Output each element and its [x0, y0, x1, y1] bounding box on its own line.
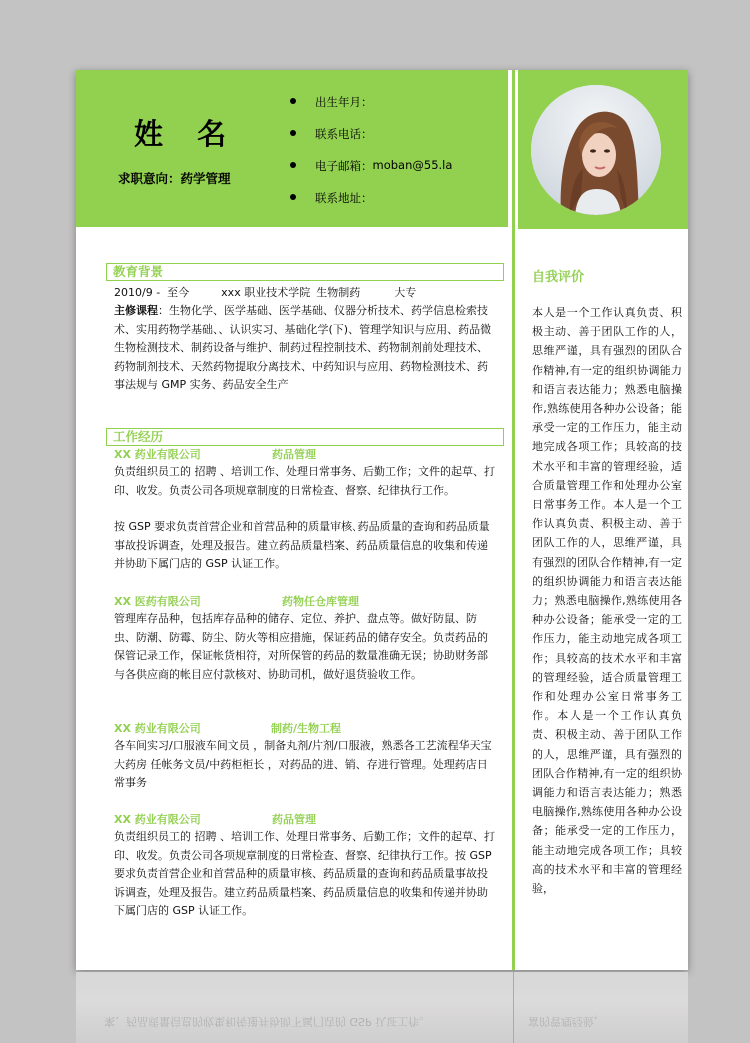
reflection-divider — [513, 972, 514, 1043]
job-description: 管理库存品种，包括库存品种的储存、定位、养护、盘点等。做好防鼠、防虫、防潮、防霉、防尘、防火等相应措施，保证药品的储存安全。负责药品的保管记录工作，保证帐货相符，对所保管的药品的数量准确无误；协助财务部与各供应商的帐目应付款核对、协助司机，做好退货验收工作。 — [114, 612, 488, 681]
contact-label: 出生年月： — [315, 95, 373, 109]
job-intent-label: 求职意向： — [118, 171, 181, 186]
self-eval-text: 本人是一个工作认真负责、积极主动、善于团队工作的人，思维严谨，具有强烈的团队合作精神,有一定的组织协调能力和语言表达能力；熟悉电脑操作,熟练使用各种办公设备；能承受一定的工作压力，能主动地完成各项工作；具较高的技术水平和丰富的管理经验，适合质量管理工作和处理办公室日常事务工作。本人是一个工作认真负责、积极主动、善于团队工作的人，思维严谨，具有强烈的团队合作精神,有一定的组织协调能力和语言表达能力；熟悉电脑操作,熟练使用各种办公设备；能承受一定的工作压力，能主动地完成各项工作；具较高的技术水平和丰富的管理经验，适合质量管理工作和处理办公室日常事务工作。本人是一个工作认真负责、积极主动、善于团队工作的人，思维严谨，具有强烈的团队合作精神,有一定的组织协调能力和语言表达能力；熟悉电脑操作,熟练使用各种办公设备；能承受一定的工作压力，能主动地完成各项工作；具较高的技术水平和丰富的管理经验， — [532, 306, 682, 896]
reflection-text-left: 案、药品质量信息的收集和传递并协助下属门店的 GSP 认证工作。 — [104, 1015, 431, 1028]
job-role: 制药/生物工程 — [271, 722, 342, 735]
reflection-text-right: 富的管理经验， — [528, 1015, 605, 1028]
job-intent — [118, 169, 231, 187]
portrait-image-icon — [531, 85, 661, 215]
contact-birth — [288, 94, 452, 126]
self-eval-title: 自我评价 — [532, 270, 585, 285]
job-role: 药物任仓库管理 — [282, 595, 359, 608]
candidate-name: 姓 名 — [134, 117, 239, 151]
edu-degree: 大专 — [394, 286, 417, 299]
contact-address — [288, 190, 452, 222]
contact-label: 联系地址： — [315, 191, 373, 205]
job-description: 负责组织员工的 招聘 、培训工作、处理日常事务、后勤工作；文件的起草、打印、收发。负责公司各项规章制度的日常检查、督察、纪律执行工作。按 GSP 要求负责首营企业和首营品种的质量审核、药品质量的查询和药品质量事故投诉调查，处理及报告。建立药品质量档案、药品质量信息的收集和传递并协助下属门店的 GSP 认证工作。 — [114, 830, 495, 917]
bullet-icon — [290, 98, 296, 104]
contact-phone — [288, 126, 452, 158]
contact-list — [288, 94, 452, 222]
job-company: XX 药业有限公司 — [114, 448, 201, 461]
job-company: XX 药业有限公司 — [114, 813, 201, 826]
job-intent-value: 药学管理 — [180, 171, 231, 186]
job-company: XX 医药有限公司 — [114, 595, 201, 608]
profile-photo — [531, 85, 661, 215]
job-description-2: 按 GSP 要求负责首营企业和首营品种的质量审核､药品质量的查询和药品质量事故投诉调查，处理及报告。建立药品质量档案、药品质量信息的收集和传递并协助下属门店的 GSP 认证工作。 — [114, 520, 490, 570]
edu-school: xxx 职业技术学院 — [221, 286, 311, 299]
bullet-icon — [290, 130, 296, 136]
job-description: 负责组织员工的 招聘 、培训工作、处理日常事务、后勤工作；文件的起草、打印、收发。负责公司各项规章制度的日常检查、督察、纪律执行工作。 — [114, 465, 495, 497]
job-role: 药品管理 — [272, 813, 316, 826]
job-role: 药品管理 — [272, 448, 316, 461]
education-row — [114, 284, 416, 300]
bullet-icon — [290, 162, 296, 168]
edu-major: 生物制药 — [316, 286, 361, 299]
courses-text: ：生物化学、医学基础、医学基础、仪器分析技术、药学信息检索技术、实用药物学基础、、认识实习、基础化学(下)、管理学知识与应用、药品微生物检测技术、制药设备与维护、制药过程控制技术、药物制剂前处理技术、药物制剂技术、天然药物提取分离技术、中药知识与应用、药物检测技术、药事法规与 GMP 实务、药品安全生产 — [114, 304, 492, 391]
contact-email — [288, 158, 452, 190]
education-section-header: 教育背景 — [106, 263, 504, 281]
edu-period: 2010/9 - 至今 — [114, 286, 190, 299]
work-section-header: 工作经历 — [106, 428, 504, 446]
vertical-divider — [512, 70, 515, 970]
header-left-panel — [76, 70, 508, 227]
contact-value: moban@55.la — [372, 158, 453, 172]
bullet-icon — [290, 194, 296, 200]
education-courses — [114, 302, 498, 395]
job-company: XX 药业有限公司 — [114, 722, 201, 735]
courses-label: 主修课程 — [114, 304, 158, 317]
job-description: 各车间实习/口服液车间文员 ，制备丸剂/片剂/口服液，熟悉各工艺流程华天宝大药房 任帐务文员/中药柜柜长 ，对药品的进、销、存进行管理。处理药店日常事务 — [114, 739, 492, 789]
resume-page — [76, 70, 688, 970]
contact-label: 联系电话： — [315, 127, 373, 141]
page-reflection — [76, 972, 688, 1043]
contact-label: 电子邮箱： — [315, 159, 373, 173]
